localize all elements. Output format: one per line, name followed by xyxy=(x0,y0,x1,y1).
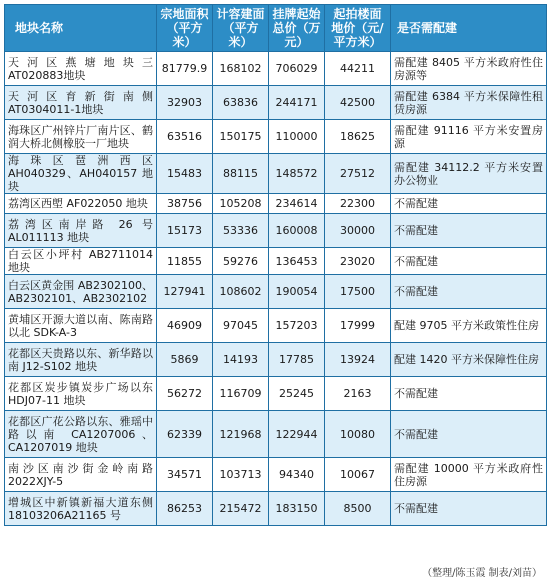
requirement-cell: 不需配建 xyxy=(391,492,547,526)
floor-price-cell: 10067 xyxy=(325,458,391,492)
start-price-cell: 17785 xyxy=(269,343,325,377)
site-area-cell: 38756 xyxy=(157,194,213,214)
start-price-cell: 157203 xyxy=(269,309,325,343)
parcel-name-cell: 海珠区琶洲西区 AH040329、AH040157 地块 xyxy=(5,154,157,194)
parcel-name-cell: 黄埔区开源大道以南、陈南路以北 SDK-A-3 xyxy=(5,309,157,343)
start-price-cell: 160008 xyxy=(269,214,325,248)
requirement-cell: 需配建 8405 平方米政府性住房源等 xyxy=(391,52,547,86)
table-row xyxy=(5,248,547,275)
start-price-cell: 183150 xyxy=(269,492,325,526)
parcel-name-cell: 花都区广花公路以东、雅瑶中路以南 CA1207006、CA1207019 地块 xyxy=(5,411,157,458)
header-start-price: 挂牌起始总价（万元） xyxy=(269,5,325,52)
site-area-cell: 5869 xyxy=(157,343,213,377)
table-row xyxy=(5,275,547,309)
table-row xyxy=(5,309,547,343)
requirement-cell: 不需配建 xyxy=(391,275,547,309)
start-price-cell: 136453 xyxy=(269,248,325,275)
site-area-cell: 32903 xyxy=(157,86,213,120)
requirement-cell: 需配建 10000 平方米政府性住房源 xyxy=(391,458,547,492)
requirement-cell: 不需配建 xyxy=(391,194,547,214)
building-area-cell: 121968 xyxy=(213,411,269,458)
building-area-cell: 116709 xyxy=(213,377,269,411)
site-area-cell: 34571 xyxy=(157,458,213,492)
floor-price-cell: 18625 xyxy=(325,120,391,154)
building-area-cell: 108602 xyxy=(213,275,269,309)
table-row xyxy=(5,154,547,194)
start-price-cell: 122944 xyxy=(269,411,325,458)
site-area-cell: 46909 xyxy=(157,309,213,343)
start-price-cell: 234614 xyxy=(269,194,325,214)
parcel-name-cell: 南沙区南沙街金岭南路2022XJY-5 xyxy=(5,458,157,492)
site-area-cell: 86253 xyxy=(157,492,213,526)
site-area-cell: 15173 xyxy=(157,214,213,248)
floor-price-cell: 30000 xyxy=(325,214,391,248)
land-parcel-table xyxy=(4,4,547,526)
requirement-cell: 不需配建 xyxy=(391,377,547,411)
parcel-name-cell: 荔湾区南岸路 26 号 AL011113 地块 xyxy=(5,214,157,248)
credit-line: （整理/陈玉霞 制表/刘苗） xyxy=(422,568,542,579)
building-area-cell: 53336 xyxy=(213,214,269,248)
table-row xyxy=(5,343,547,377)
requirement-cell: 需配建 34112.2 平方米安置办公物业 xyxy=(391,154,547,194)
header-requirement: 是否需配建 xyxy=(391,5,547,52)
parcel-name-cell: 海珠区广州锌片厂南片区、鹤润大桥北侧橡胶一厂地块 xyxy=(5,120,157,154)
floor-price-cell: 27512 xyxy=(325,154,391,194)
table-row xyxy=(5,214,547,248)
floor-price-cell: 42500 xyxy=(325,86,391,120)
start-price-cell: 190054 xyxy=(269,275,325,309)
parcel-name-cell: 天河区燕塘地块三 AT020883地块 xyxy=(5,52,157,86)
building-area-cell: 88115 xyxy=(213,154,269,194)
floor-price-cell: 17999 xyxy=(325,309,391,343)
building-area-cell: 63836 xyxy=(213,86,269,120)
floor-price-cell: 44211 xyxy=(325,52,391,86)
start-price-cell: 25245 xyxy=(269,377,325,411)
start-price-cell: 110000 xyxy=(269,120,325,154)
floor-price-cell: 2163 xyxy=(325,377,391,411)
floor-price-cell: 13924 xyxy=(325,343,391,377)
parcel-name-cell: 白云区黄金围 AB2302100、AB2302101、AB2302102 xyxy=(5,275,157,309)
parcel-name-cell: 荔湾区西塱 AF022050 地块 xyxy=(5,194,157,214)
start-price-cell: 244171 xyxy=(269,86,325,120)
floor-price-cell: 17500 xyxy=(325,275,391,309)
table-row xyxy=(5,411,547,458)
building-area-cell: 14193 xyxy=(213,343,269,377)
building-area-cell: 103713 xyxy=(213,458,269,492)
table-body xyxy=(5,52,547,526)
table-row xyxy=(5,377,547,411)
building-area-cell: 105208 xyxy=(213,194,269,214)
header-site-area: 宗地面积（平方米） xyxy=(157,5,213,52)
parcel-name-cell: 花都区炭步镇炭步广场以东HDJ07-11 地块 xyxy=(5,377,157,411)
start-price-cell: 706029 xyxy=(269,52,325,86)
site-area-cell: 15483 xyxy=(157,154,213,194)
floor-price-cell: 8500 xyxy=(325,492,391,526)
start-price-cell: 148572 xyxy=(269,154,325,194)
building-area-cell: 150175 xyxy=(213,120,269,154)
header-parcel-name: 地块名称 xyxy=(5,5,157,52)
table-row xyxy=(5,194,547,214)
table-row xyxy=(5,492,547,526)
start-price-cell: 94340 xyxy=(269,458,325,492)
table-header-row xyxy=(5,5,547,52)
site-area-cell: 81779.9 xyxy=(157,52,213,86)
table-row xyxy=(5,52,547,86)
parcel-name-cell: 增城区中新镇新福大道东侧18103206A21165 号 xyxy=(5,492,157,526)
header-building-area: 计容建面（平方米） xyxy=(213,5,269,52)
site-area-cell: 56272 xyxy=(157,377,213,411)
site-area-cell: 63516 xyxy=(157,120,213,154)
building-area-cell: 59276 xyxy=(213,248,269,275)
requirement-cell: 需配建 91116 平方米安置房源 xyxy=(391,120,547,154)
table-row xyxy=(5,458,547,492)
parcel-name-cell: 天河区育新街南侧AT0304011-1地块 xyxy=(5,86,157,120)
requirement-cell: 不需配建 xyxy=(391,214,547,248)
table-row xyxy=(5,120,547,154)
building-area-cell: 215472 xyxy=(213,492,269,526)
table-row xyxy=(5,86,547,120)
site-area-cell: 127941 xyxy=(157,275,213,309)
requirement-cell: 需配建 6384 平方米保障性租赁房源 xyxy=(391,86,547,120)
parcel-name-cell: 花都区天贵路以东、新华路以南 J12-S102 地块 xyxy=(5,343,157,377)
site-area-cell: 62339 xyxy=(157,411,213,458)
site-area-cell: 11855 xyxy=(157,248,213,275)
header-floor-price: 起拍楼面地价（元/平方米） xyxy=(325,5,391,52)
floor-price-cell: 22300 xyxy=(325,194,391,214)
floor-price-cell: 23020 xyxy=(325,248,391,275)
parcel-name-cell: 白云区小坪村 AB2711014 地块 xyxy=(5,248,157,275)
floor-price-cell: 10080 xyxy=(325,411,391,458)
requirement-cell: 不需配建 xyxy=(391,248,547,275)
requirement-cell: 不需配建 xyxy=(391,411,547,458)
requirement-cell: 配建 1420 平方米保障性住房 xyxy=(391,343,547,377)
building-area-cell: 168102 xyxy=(213,52,269,86)
requirement-cell: 配建 9705 平方米政策性住房 xyxy=(391,309,547,343)
building-area-cell: 97045 xyxy=(213,309,269,343)
